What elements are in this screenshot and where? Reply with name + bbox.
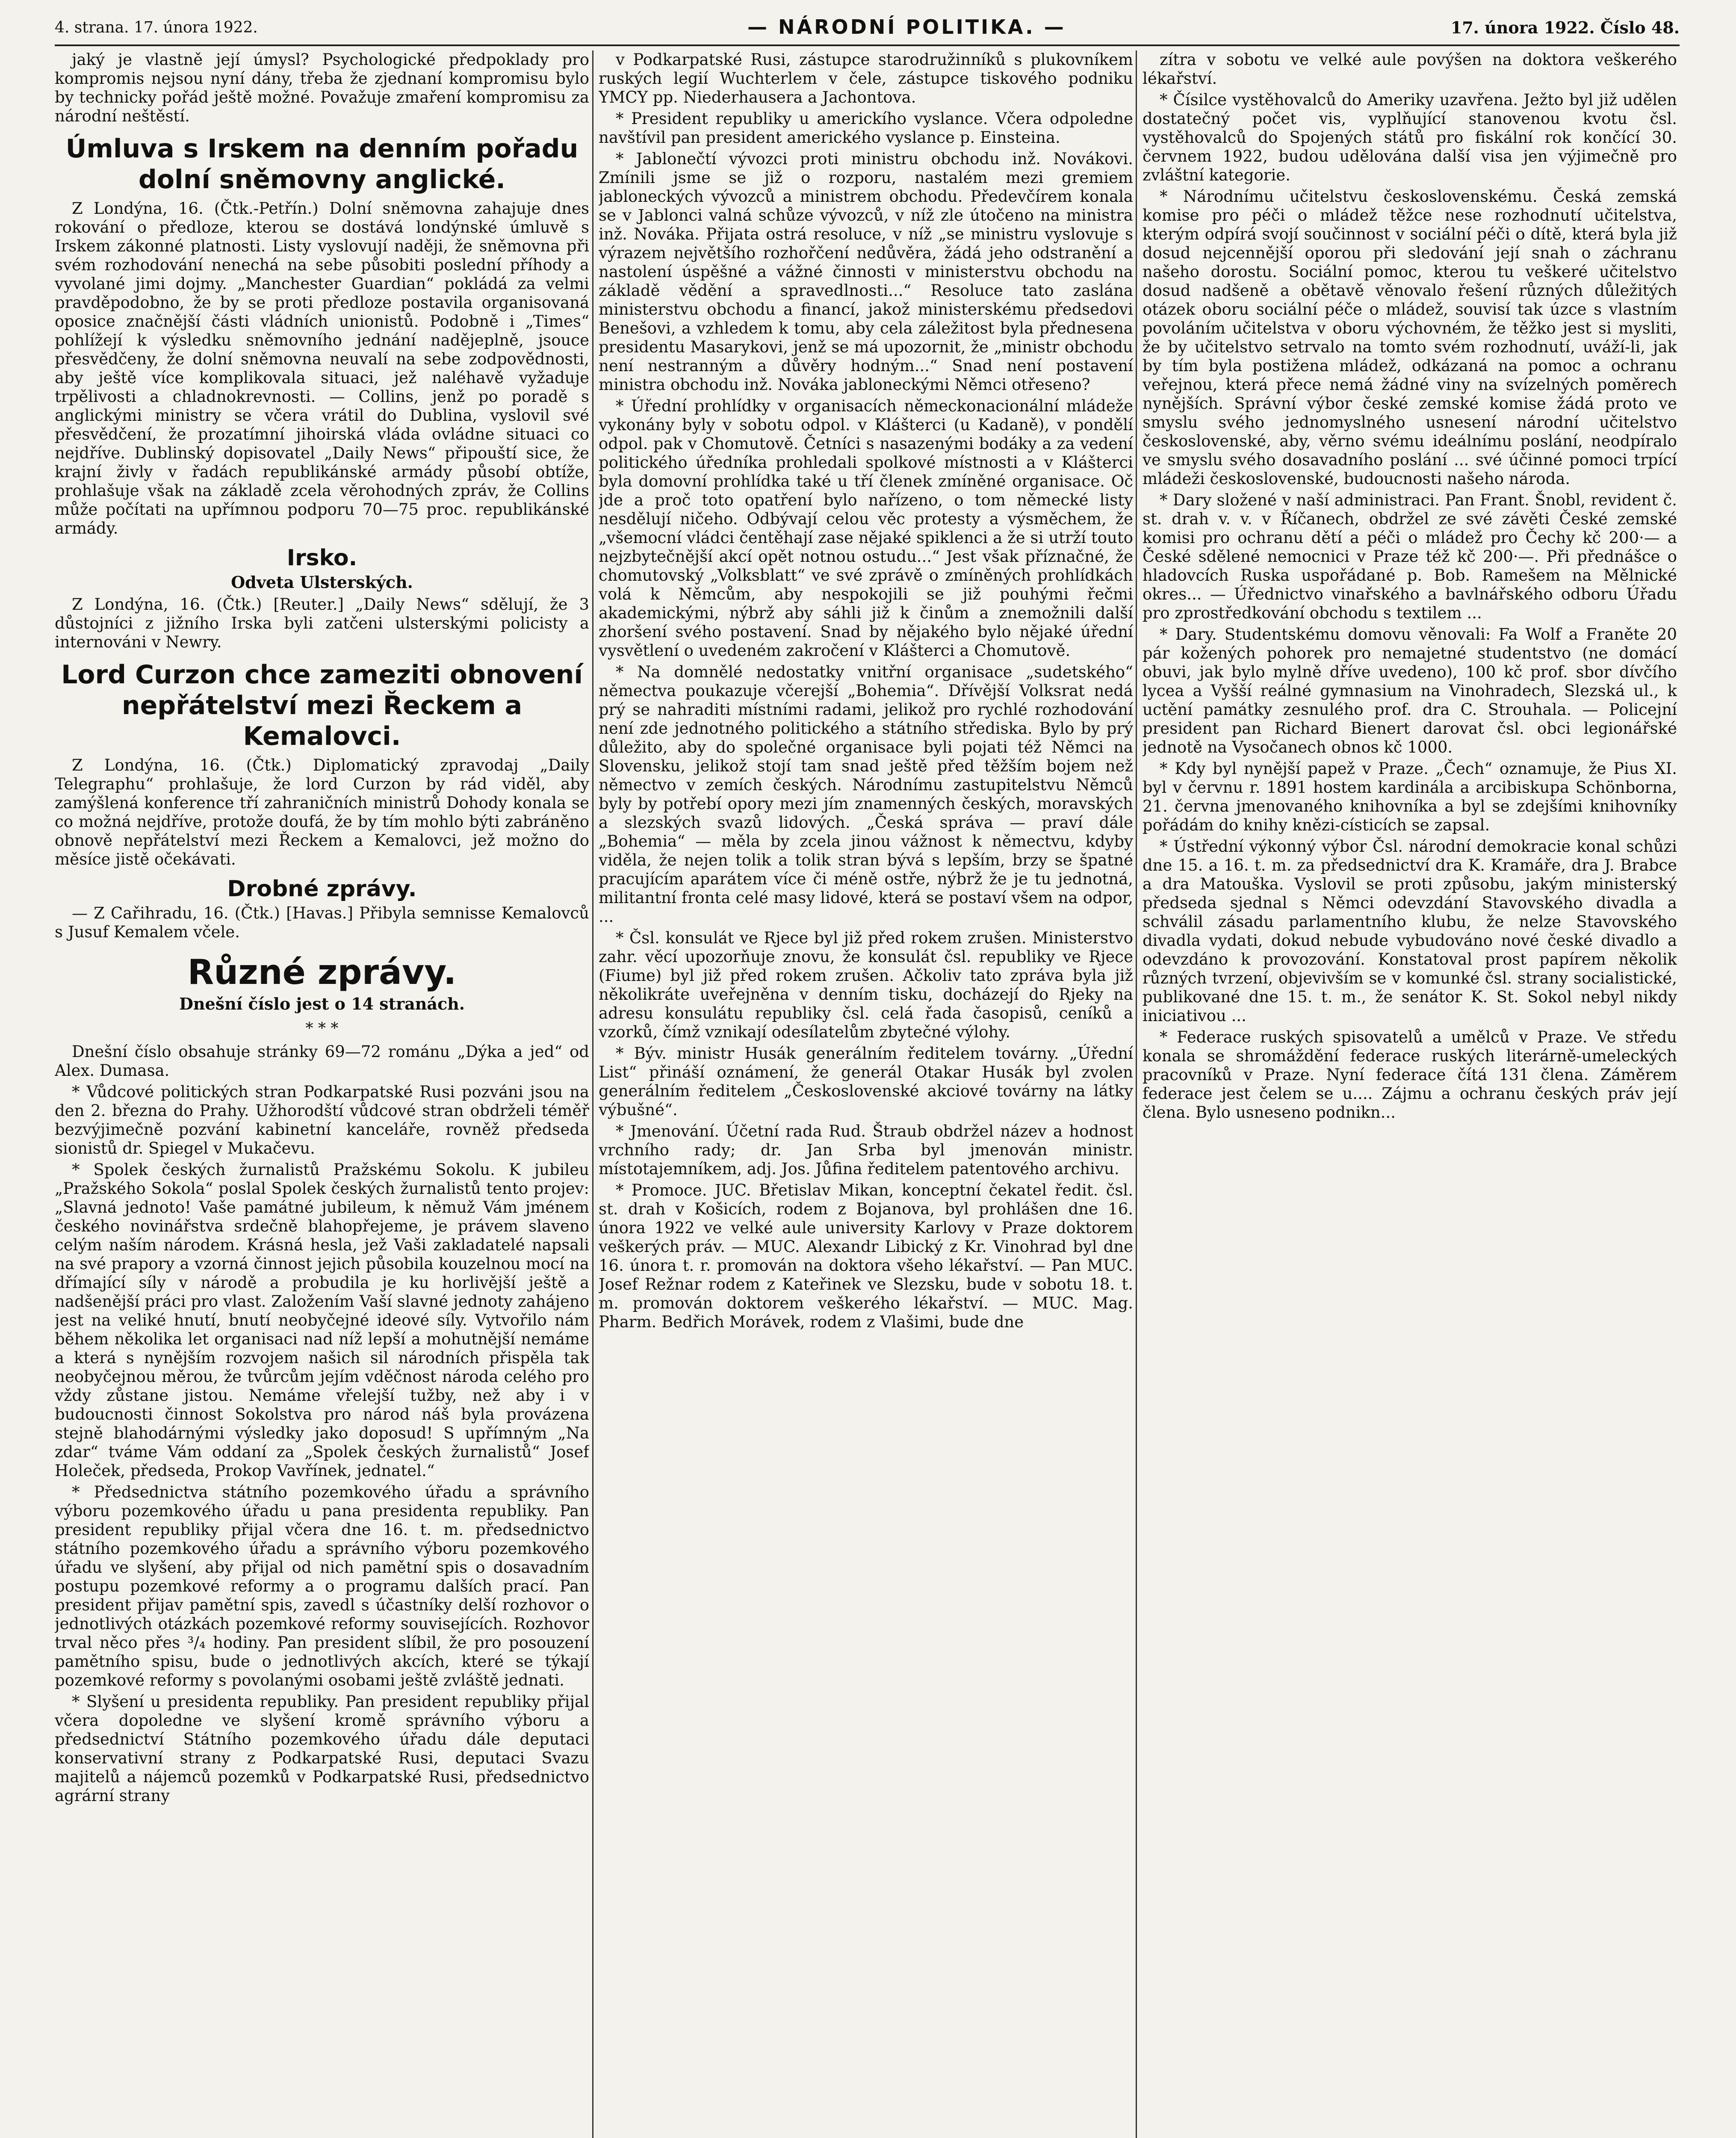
article-paragraph: jaký je vlastně její úmysl? Psychologické předpoklady pro kompromis nejsou nyní dány, třeba že zjednaní kompromisu bylo by technicky pořád ještě možné. Považuje zmaření kompromisu za národní neštěstí.: [55, 50, 589, 125]
article-paragraph: * Národnímu učitelstvu československému. Česká zemská komise pro péči o mládež těžce nese rozhodnutí učitelstva, kterým odpírá svojí součinnost v sociální péči o dítě, která byla již dosud nejcennější oporou při sledování její snah o záchranu našeho dorostu. Sociální pomoc, kterou tu veškeré učitelstvo dosud nadšeně a obětavě věnovalo řešení různých důležitých otázek oboru sociální péče o mládež, souvisí tak úzce s vlastním povoláním učitelstva v oboru výchovném, že těžko jest si mysliti, že by učitelstvo setrvalo na tomto svém rozhodnutí, uváží-li, jak by tím byla postižena mládež, odkázaná na pomoc a ochranu veřejnou, která přece nemá žádné viny na svízelných poměrech nynějších. Správní výbor české zemské komise žádá proto ve smyslu svého jednomyslného usnesení národní učitelstvo československé, aby, věrno svému ideálnímu poslání, neodpíralo ve smyslu svého dosavadního poslání ... své účinné pomoci trpící mládeži československé, budoucnosti našeho národa.: [1143, 187, 1677, 488]
article-paragraph: * President republiky u americkího vyslance. Včera odpoledne navštívil pan president amerického vyslance p. Einsteina.: [599, 109, 1133, 147]
masthead-rule: [55, 44, 1680, 46]
column-separator: [592, 50, 593, 2138]
article-paragraph: Dnešní číslo obsahuje stránky 69—72 románu „Dýka a jed“ od Alex. Dumasa.: [55, 1042, 589, 1080]
headline-ireland-treaty: Úmluva s Irskem na denním pořadu dolní sněmovny anglické.: [65, 134, 579, 195]
article-paragraph: * Dary složené v naší administraci. Pan Frant. Šnobl, revident č. st. drah v. v. v Říčanech, obdržel ze své závěti České zemské komisi pro ochranu dětí a péči o mládež pro Čechy kč 200·— a České sdělené nemocnici v Praze též kč 200·—. Při přednášce o hladovcích Ruska uspořádané p. Bob. Ramešem na Mělnické okres... — Úřednictvo vinařského a bavlnářského odboru Úřadu pro zprostředkování obchodu s textilem ...: [1143, 491, 1677, 622]
article-paragraph: Z Londýna, 16. (Čtk.-Petřín.) Dolní sněmovna zahajuje dnes rokování o předloze, kterou se dostává londýnské úmluvě s Irskem zákonné platnosti. Listy vyslovují naději, že sněmovna při svém rozhodování nenechá na sebe působiti poslední příhody a vyvolané jimi dojmy. „Manchester Guardian“ pokládá za velmi pravděpodobno, že by se proti předloze postavila organisovaná oposice značnější části vládních unionistů. Podobně i „Times“ pohlížejí k výsledku sněmovního jednání nadějeplně, jsouce přesvědčeny, že dolní sněmovna neuvalí na sebe zodpovědnosti, aby ještě více komplikovala situaci, jež naléhavě vyžaduje trpělivosti a chladnokrevnosti. — Collins, jenž po poradě s anglickými ministry se včera vrátil do Dublina, vyslovil své přesvědčení, že prozatímní jihoirská vláda ovládne situaci co nejdříve. Dublinský dopisovatel „Daily News“ připouští sice, že krajní živly v řadách republikánské armády působí obtíže, prohlašuje však na základě zcela věrohodných zpráv, že Collins může počítati na upřímnou podporu 70—75 proc. republikánské armády.: [55, 199, 589, 537]
article-paragraph: Z Londýna, 16. (Čtk.) Diplomatický zpravodaj „Daily Telegraphu“ prohlašuje, že lord Curzon by rád viděl, aby zamýšlená konference tří zahraničních ministrů Dohody konala se co možná nejdříve, protože doufá, že by tím mohlo býti zabráněno obnově nepřátelství mezi Řeckem a Kemalovci, jež možno do měsíce jistě očekávati.: [55, 756, 589, 868]
subheadline-ulster: Odveta Ulsterských.: [231, 573, 413, 592]
article-paragraph: * Čísilce vystěhovalců do Ameriky uzavřena. Ježto byl již udělen dostatečný počet vis, vyplňující stanovenou kvotu čsl. vystěhovalců do Spojených států pro fiskální rok končící 30. červnem 1922, budou udělována další visa jen výjimečně pro zvláštní kategorie.: [1143, 91, 1677, 184]
headline-irsko: Irsko.: [286, 545, 357, 571]
masthead: [55, 13, 1680, 41]
article-paragraph: * Jablonečtí vývozci proti ministru obchodu inž. Novákovi. Zmínili jsme se již o rozporu, nastalém mezi gremiem jabloneckých vývozců a ministrem obchodu. Předevčírem konala se v Jablonci valná schůze vývozců, v níž zle útočeno na ministra inž. Nováka. Přijata ostrá resoluce, v níž „se ministru vyslovuje s výrazem největšího rozhořčení nedůvěra, žádá jeho odstranění a nastolení úspěšné a vážné činnosti v ministerstvu obchodu na základě vědění a spravedlnosti...“ Resoluce tato zaslána ministerstvu obchodu a financí, jakož ministerskému předsedovi Benešovi, a vzhledem k tomu, aby cela záležitost byla přednesena presidentu Masarykovi, jenž se má upozornit, že „ministr obchodu není nestranným a důvěry hodným...“ Snad není postavení ministra obchodu inž. Nováka jabloneckými Němci otřeseno?: [599, 150, 1133, 394]
column-3: [1143, 50, 1677, 2138]
section-stars: * * *: [305, 1020, 339, 1037]
article-paragraph: * Býv. ministr Husák generálním ředitelem továrny. „Úřední List“ přináší oznámení, že generál Otakar Husák byl zvolen generálním ředitelem „Československé akciové továrny na látky výbušné“.: [599, 1044, 1133, 1119]
column-separator: [1136, 50, 1137, 2138]
masthead-title: — NÁRODNÍ POLITIKA. —: [747, 15, 1066, 38]
article-paragraph: * Čsl. konsulát ve Rjece byl již před rokem zrušen. Ministerstvo zahr. věcí upozorňuje znovu, že konsulát čsl. republiky ve Rjece (Fiume) byl již před rokem zrušen. Ačkoliv tato zpráva byla již několikráte uveřejněna v denním tisku, docházejí do Rjeky na adresu konsulátu republiky čsl. celá řada časopisů, ceníků a vzorků, čímž vznikají odesílatelům zbytečné výlohy.: [599, 929, 1133, 1041]
headline-drobne-zpravy: Drobné zprávy.: [227, 876, 417, 902]
column-2: [599, 50, 1133, 2138]
article-paragraph: — Z Cařihradu, 16. (Čtk.) [Havas.] Přibyla semnisse Kemalovců s Jusuf Kemalem včele.: [55, 904, 589, 941]
article-paragraph: * Ústřední výkonný výbor Čsl. národní demokracie konal schůzi dne 15. a 16. t. m. za předsednictví dra K. Kramáře, dra J. Brabce a dra Matouška. Vyslovil se proti způsobu, jakým ministerský předseda sjednal s Němci odevzdání Stavovského divadla a schválil zásadu parlamentního klubu, že nelze Stavovského divadla vydati, dokud nebude vybudováno nové české divadlo a odevzdáno k provozování. Konstatoval prost papírem několik různých tvrzení, objevivším se v komunké čsl. strany socialistické, publikované dne 15. t. m., že senátor K. St. Sokol nebyl nikdy iniciativou ...: [1143, 837, 1677, 1025]
column-1: [55, 50, 589, 2138]
masthead-date-issue: 17. února 1922. Číslo 48.: [1450, 18, 1680, 37]
article-paragraph: * Dary. Studentskému domovu věnovali: Fa Wolf a Franěte 20 pár kožených pohorek pro nemajetné studentstvo (ne domácí obuvi, jak bylo mylně dříve uvedeno), 100 kč prof. sbor dívčího lycea a Vyšší reálné gymnasium na Vinohradech, Slezská ul., k uctění památky zesnulého prof. dra C. Strouhala. — Policejní president pan Richard Bienert darovat čsl. obci legionářské jednotě na Vysočanech obnos kč 1000.: [1143, 625, 1677, 756]
article-paragraph: v Podkarpatské Rusi, zástupce starodružinníků s plukovníkem ruských legií Wuchterlem v čele, zástupce tiskového podniku YMCY pp. Niederhausera a Jachontova.: [599, 50, 1133, 106]
headline-curzon: Lord Curzon chce zameziti obnovení nepřátelství mezi Řeckem a Kemalovci.: [61, 660, 583, 751]
article-paragraph: * Promoce. JUC. Břetislav Mikan, konceptní čekatel ředit. čsl. st. drah v Košicích, rodem z Bojanova, byl prohlášen dne 16. února 1922 ve velké aule university Karlovy v Praze doktorem veškerých práv. — MUC. Alexandr Libický z Kr. Vinohrad byl dne 16. února t. r. promován na doktora všeho lékařství. — Pan MUC. Josef Režnar rodem z Kateřinek ve Slezsku, bude v sobotu 18. t. m. promován doktorem veškerého lékařství. — MUC. Mag. Pharm. Bedřich Morávek, rodem z Vlašimi, bude dne: [599, 1181, 1133, 1331]
article-paragraph: * Vůdcové politických stran Podkarpatské Rusi pozváni jsou na den 2. března do Prahy. Užhorodští vůdcové stran obdrželi téměř bezvýjimečně pozvání kabinetní kanceláře, rovněž předseda sionistů dr. Spiegel v Mukačevu.: [55, 1083, 589, 1158]
article-paragraph: Z Londýna, 16. (Čtk.) [Reuter.] „Daily News“ sdělují, že 3 důstojníci z jižního Irska byli zatčeni ulsterskými policisty a internováni v Newry.: [55, 595, 589, 651]
article-paragraph: * Slyšení u presidenta republiky. Pan president republiky přijal včera dopoledne ve slyšení kromě správního výboru a předsednictví Státního pozemkového úřadu dále deputaci konservativní strany z Podkarpatské Rusi, deputaci Svazu majitelů a nájemců pozemků v Podkarpatské Rusi, předsednictvo agrární strany: [55, 1692, 589, 1805]
headline-ruzne-zpravy: Různé zprávy.: [187, 952, 457, 992]
article-paragraph: * Kdy byl nynější papež v Praze. „Čech“ oznamuje, že Pius XI. byl v červnu r. 1891 hostem kardinála a arcibiskupa Schönborna, 21. června jmenovaného knihovníka a byl se zdejšími knihovníky pořádám do knihy knězi-císticích se zapsal.: [1143, 759, 1677, 834]
article-paragraph: * Federace ruských spisovatelů a umělců v Praze. Ve středu konala se shromáždění federace ruských literárně-umeleckých pracovníků v Praze. Nyní federace čítá 131 člena. Záměrem federace jest čelem se u.... Zájmu a ochranu českých práv její člena. Bylo usneseno podnikn...: [1143, 1028, 1677, 1122]
article-paragraph: zítra v sobotu ve velké aule povýšen na doktora veškerého lékařství.: [1143, 50, 1677, 88]
article-paragraph: * Úřední prohlídky v organisacích německonacionální mládeže vykonány byly v sobotu odpol. v Klášterci (u Kadaně), v pondělí odpol. pak v Chomutově. Četníci s nasazenými bodáky a za vedení politického úředníka prohledali spolkové místnosti a v Klášterci byla domovní prohlídka také u tří členek zmíněné organisace. Oč jde a proč toto opatření bylo nařízeno, o tom německé listy nesdělují ničeho. Odbývají celou věc protesty a výsměchem, že „všemocní vládci čentěhají zase nějaké spiklenci a že si utrží touto nejzbytečnější akcí opět notnou ostudu...“ Jest však příznačné, že chomutovský „Volksblatt“ ve své zprávě o zmíněných prohlídkách volá k Němcům, aby nespokojili se již pouhými řečmi akademickými, nýbrž aby sáhli již k činům a znemožnili další zhoršení svého postavení. Snad by nějakého bylo nějaké úřední vysvětlení o uvedeném zakročení v Klášterci a Chomutově.: [599, 397, 1133, 660]
article-paragraph: * Předsednictva státního pozemkového úřadu a správního výboru pozemkového úřadu u pana presidenta republiky. Pan president republiky přijal včera dne 16. t. m. předsednictvo státního pozemkového úřadu a správního výboru pozemkového úřadu ve slyšení, aby přijal od nich pamětní spis o dosavadním postupu pozemkové reformy a o programu dalších prací. Pan president přijav pamětní spis, zavedl s účastníky delší rozhovor o jednotlivých otázkách pozemkové reformy souvisejících. Rozhovor trval něco přes ³/₄ hodiny. Pan president slíbil, že pro posouzení pamětního spisu, bude o jednotlivých akcích, které se týkají pozemkové reformy s povolanými osobami ještě zvláště jednati.: [55, 1483, 589, 1689]
article-paragraph: * Spolek českých žurnalistů Pražskému Sokolu. K jubileu „Pražského Sokola“ poslal Spolek českých žurnalistů tento projev: „Slavná jednoto! Vaše památné jubileum, k němuž Vám jménem českého novinářstva srdečně blahopřejeme, je právem slaveno celým naším národem. Krásná hesla, jež Vaši zakladatelé napsali na své prapory a vzorná činnost jejich působila kouzelnou mocí na dřímající síly v národě a probudila je ku horlivější ještě a nadšenější práci pro vlast. Založením Vaší slavné jednoty zahájeno jest na veliké hnutí, bnutí neobyčejné ideové síly. Vytvořilo nám během několika let organisaci nad níž lepší a mohutnější nemáme a která s nynějším rozvojem našich sil národních přispěla tak neobyčejnou měrou, že tvůrcům jejím vděčnost národa celého pro vždy zůstane jistou. Nemáme vřelejší tužby, než aby i v budoucnosti činnost Sokolstva pro národ náš byla provázena stejně blahodárnými výsledky jako doposud! S upřímným „Na zdar“ tváme Vám oddaní za „Spolek českých žurnalistů“ Josef Holeček, předseda, Prokop Vavřínek, jednatel.“: [55, 1161, 589, 1480]
masthead-page-date: 4. strana. 17. února 1922.: [55, 19, 258, 36]
article-paragraph: * Jmenování. Účetní rada Rud. Štraub obdržel název a hodnost vrchního rady; dr. Jan Srba byl jmenován ministr. místotajemníkem, adj. Jos. Jůfina ředitelem patentového archivu.: [599, 1122, 1133, 1178]
article-paragraph: * Na domnělé nedostatky vnitřní organisace „sudetského“ němectva poukazuje včerejší „Bohemia“. Dřívější Volksrat nedá prý se nahraditi místními radami, jelikož pro rychlé rozhodování není zde jednotného politického a státního střediska. Bylo by prý důležito, aby do společné organisace byli pojati též Němci na Slovensku, jelikož stojí tam snad ještě před těžším bojem než němectvo v zemích českých. Národnímu zastupitelstvu Němců byly by potřebí opory mezi jím znamenných českých, moravských a slezských svazů lidových. „Česká správa — praví dále „Bohemia“ — měla by zcela jinou vážnost k němectvu, kdyby viděla, že nejen tolik a tolik stran bývá s lepším, brzy se špatné pracujícím aparátem více či méně ostře, nýbrž že je tu jednotná, militantní fronta celé masy lidové, která se postaví všem na odpor, ...: [599, 663, 1133, 926]
subheadline-page-count: Dnešní číslo jest o 14 stranách.: [179, 994, 465, 1013]
